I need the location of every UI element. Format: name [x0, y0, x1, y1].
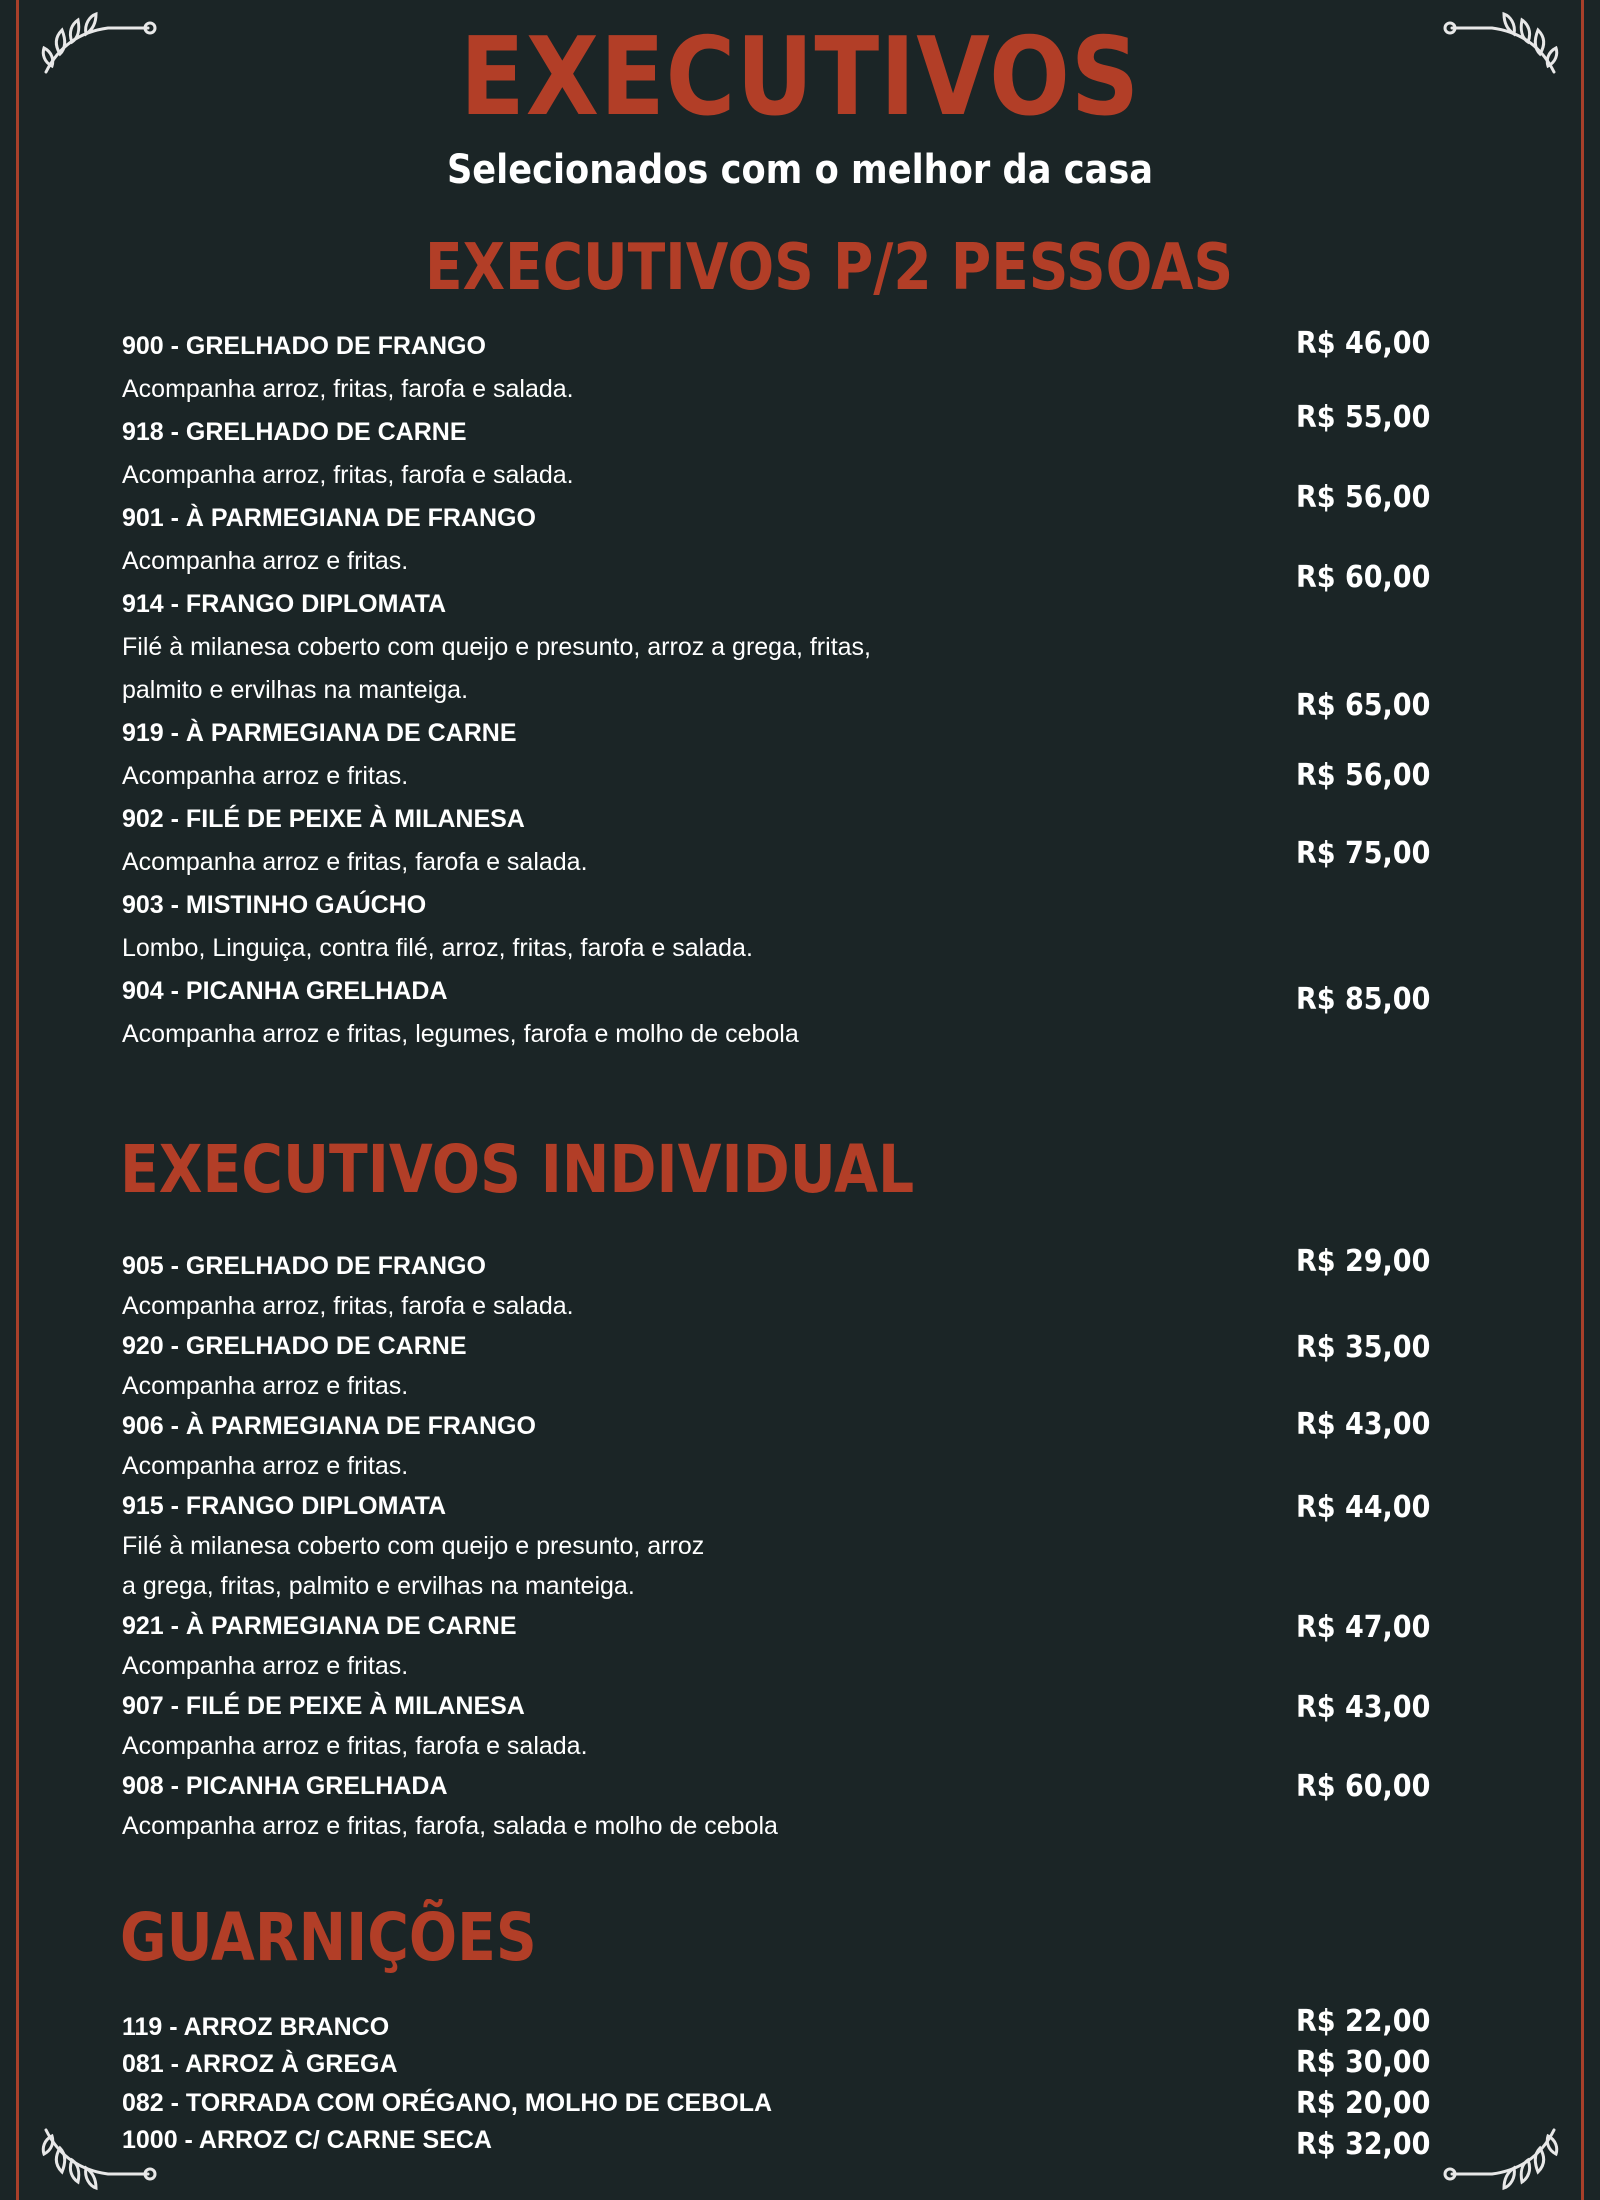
- menu-item-description: Acompanha arroz e fritas, farofa e salada.: [122, 848, 588, 876]
- menu-item-name: 082 - TORRADA COM ORÉGANO, MOLHO DE CEBOLA: [122, 2089, 773, 2117]
- menu-item-price: R$ 22,00: [1296, 2004, 1431, 2039]
- menu-item-name: 915 - FRANGO DIPLOMATA: [122, 1492, 447, 1520]
- menu-item-name: 905 - GRELHADO DE FRANGO: [122, 1252, 486, 1280]
- frame-border-left: [16, 0, 19, 2200]
- page-subtitle: Selecionados com o melhor da casa: [446, 147, 1154, 193]
- menu-item-price: R$ 60,00: [1296, 1769, 1431, 1804]
- menu-item-name: 901 - À PARMEGIANA DE FRANGO: [122, 504, 536, 532]
- menu-item-description: Acompanha arroz, fritas, farofa e salada.: [122, 461, 574, 489]
- menu-item-description: Filé à milanesa coberto com queijo e presunto, arroz a grega, fritas,: [122, 633, 871, 661]
- menu-item-description: Lombo, Linguiça, contra filé, arroz, fritas, farofa e salada.: [122, 934, 753, 962]
- laurel-ornament-icon: [1442, 2124, 1562, 2194]
- frame-border-right: [1581, 0, 1584, 2200]
- menu-item-price: R$ 44,00: [1296, 1490, 1431, 1525]
- menu-item-description: Acompanha arroz, fritas, farofa e salada.: [122, 375, 574, 403]
- section-title-executivos-2-pessoas: EXECUTIVOS P/2 PESSOAS: [425, 231, 1234, 305]
- menu-item-price: R$ 55,00: [1296, 400, 1431, 435]
- menu-item-price: R$ 75,00: [1296, 836, 1431, 871]
- menu-item-description: Acompanha arroz e fritas, farofa e salada.: [122, 1732, 588, 1760]
- menu-item-description: Acompanha arroz e fritas.: [122, 1452, 409, 1480]
- menu-item-price: R$ 43,00: [1296, 1690, 1431, 1725]
- menu-item-name: 920 - GRELHADO DE CARNE: [122, 1332, 467, 1360]
- menu-item-description: Acompanha arroz, fritas, farofa e salada.: [122, 1292, 574, 1320]
- menu-item-price: R$ 65,00: [1296, 688, 1431, 723]
- menu-item-name: 921 - À PARMEGIANA DE CARNE: [122, 1612, 517, 1640]
- menu-item-name: 914 - FRANGO DIPLOMATA: [122, 590, 447, 618]
- menu-item-price: R$ 35,00: [1296, 1330, 1431, 1365]
- menu-item-description: Acompanha arroz e fritas.: [122, 1372, 409, 1400]
- page-title: EXECUTIVOS: [459, 15, 1141, 140]
- menu-item-price: R$ 56,00: [1296, 758, 1431, 793]
- menu-item-price: R$ 85,00: [1296, 982, 1431, 1017]
- menu-item-description: Acompanha arroz e fritas.: [122, 762, 409, 790]
- menu-item-price: R$ 46,00: [1296, 326, 1431, 361]
- menu-item-name: 900 - GRELHADO DE FRANGO: [122, 332, 486, 360]
- menu-item-name: 119 - ARROZ BRANCO: [122, 2013, 390, 2041]
- menu-item-price: R$ 29,00: [1296, 1244, 1431, 1279]
- section-title-guarnicoes: GUARNIÇÕES: [120, 1899, 537, 1976]
- menu-item-name: 1000 - ARROZ C/ CARNE SECA: [122, 2126, 492, 2154]
- menu-item-name: 081 - ARROZ À GREGA: [122, 2050, 398, 2078]
- menu-item-description: Acompanha arroz e fritas, legumes, farofa e molho de cebola: [122, 1020, 799, 1048]
- menu-item-name: 904 - PICANHA GRELHADA: [122, 977, 448, 1005]
- menu-item-price: R$ 47,00: [1296, 1610, 1431, 1645]
- menu-item-description: Acompanha arroz e fritas.: [122, 547, 409, 575]
- section-title-executivos-individual: EXECUTIVOS INDIVIDUAL: [120, 1131, 915, 1208]
- menu-item-name: 908 - PICANHA GRELHADA: [122, 1772, 448, 1800]
- menu-item-price: R$ 43,00: [1296, 1407, 1431, 1442]
- menu-item-name: 902 - FILÉ DE PEIXE À MILANESA: [122, 805, 525, 833]
- menu-item-description: Acompanha arroz e fritas.: [122, 1652, 409, 1680]
- menu-item-price: R$ 30,00: [1296, 2045, 1431, 2080]
- menu-item-description: a grega, fritas, palmito e ervilhas na manteiga.: [122, 1572, 635, 1600]
- menu-item-description: palmito e ervilhas na manteiga.: [122, 676, 469, 704]
- menu-item-price: R$ 56,00: [1296, 480, 1431, 515]
- menu-item-name: 906 - À PARMEGIANA DE FRANGO: [122, 1412, 536, 1440]
- menu-item-description: Acompanha arroz e fritas, farofa, salada e molho de cebola: [122, 1812, 778, 1840]
- menu-item-price: R$ 32,00: [1296, 2127, 1431, 2162]
- menu-item-price: R$ 60,00: [1296, 560, 1431, 595]
- menu-item-price: R$ 20,00: [1296, 2086, 1431, 2121]
- menu-item-name: 903 - MISTINHO GAÚCHO: [122, 891, 427, 919]
- menu-item-name: 919 - À PARMEGIANA DE CARNE: [122, 719, 517, 747]
- menu-item-name: 918 - GRELHADO DE CARNE: [122, 418, 467, 446]
- menu-item-name: 907 - FILÉ DE PEIXE À MILANESA: [122, 1692, 525, 1720]
- menu-item-description: Filé à milanesa coberto com queijo e presunto, arroz: [122, 1532, 705, 1560]
